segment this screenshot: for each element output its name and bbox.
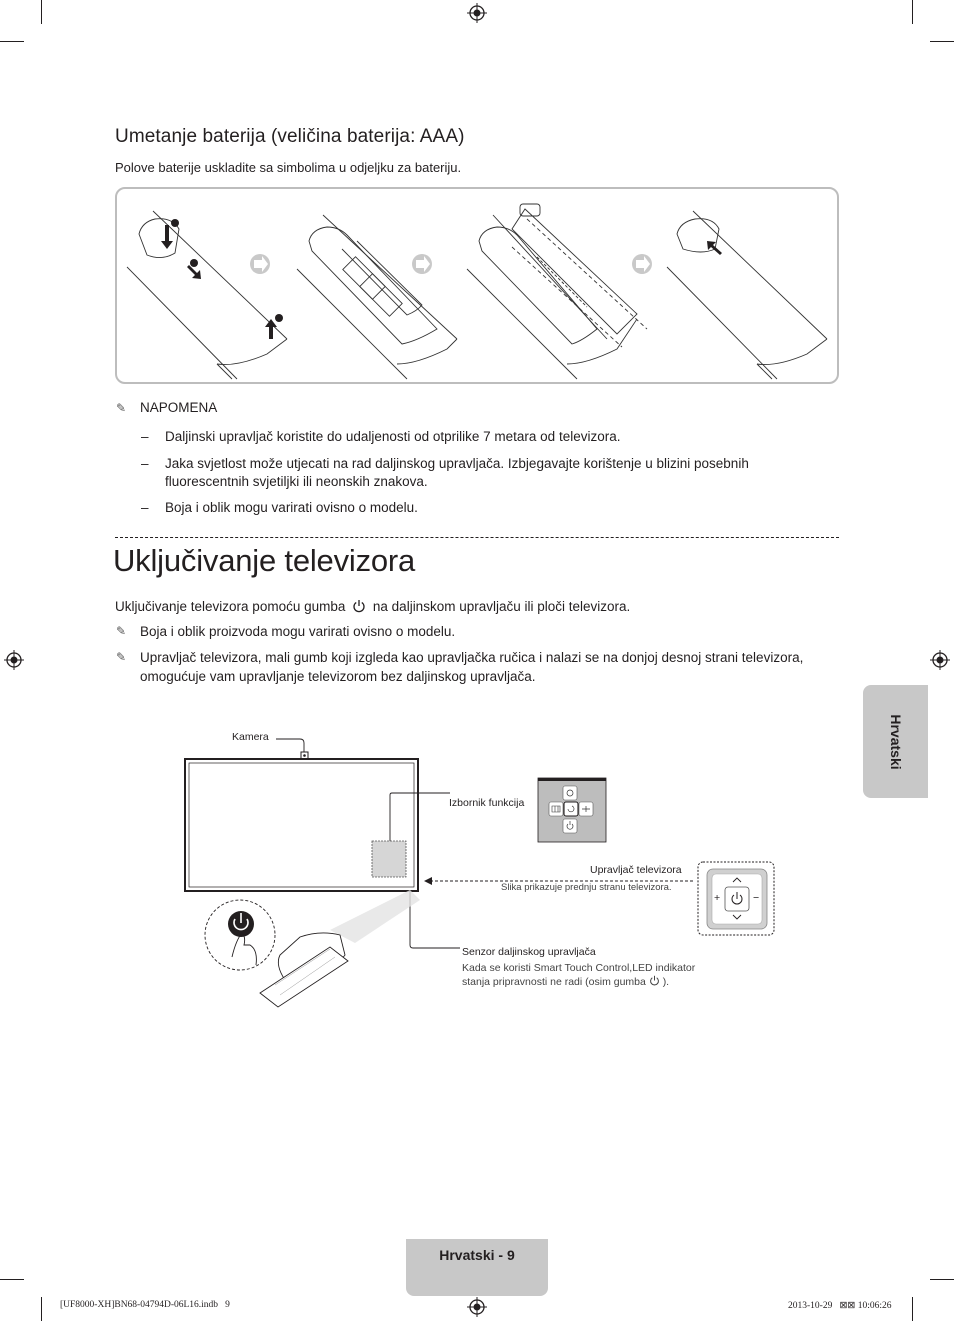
power-icon [649,975,660,986]
power-note-2: Upravljač televizora, mali gumb koji izgleda kao upravljačka ručica i nalazi se na donjoj desnoj strani televizora, [140,650,804,665]
registration-mark-icon [930,650,950,670]
registration-mark-icon [4,650,24,670]
crop-mark [930,41,954,42]
sensor-description-continued [462,975,669,989]
pencil-note-icon: ✎ [116,624,127,638]
remote-control-illustration [260,890,420,1007]
sensor-label: Senzor daljinskog upravljača [462,946,596,958]
registration-mark-icon [467,1297,487,1317]
pencil-note-icon: ✎ [116,401,127,415]
battery-illustration [115,187,839,384]
sensor-description: Kada se koristi Smart Touch Control,LED indikator [462,962,696,974]
controller-plus: + [714,892,721,904]
controller-minus: − [753,892,760,904]
controller-description: Slika prikazuje prednju stranu televizora. [501,882,672,893]
sensor-text-end: ). [662,976,670,988]
note-item: Jaka svjetlost može utjecati na rad daljinskog upravljača. Izbjegavajte korištenje u blizini posebnih [165,456,749,471]
power-intro-before: Uključivanje televizora pomoću gumba [115,599,346,614]
sensor-text: stanja pripravnosti ne radi (osim gumba [462,976,646,988]
note-dash: – [141,500,149,515]
note-item: Daljinski upravljač koristite do udaljenosti od otprilike 7 metara od televizora. [165,429,621,444]
power-intro [115,597,630,616]
crop-mark [912,1297,913,1321]
footer-file-info: [UF8000-XH]BN68-04794D-06L16.indb 9 [60,1300,230,1310]
crop-mark [0,41,24,42]
battery-intro: Polove baterije uskladite sa simbolima u odjeljku za bateriju. [115,160,462,175]
page-number: Hrvatski - 9 [439,1247,515,1263]
step-badge [171,219,179,227]
power-icon [352,599,366,613]
note-item: Boja i oblik mogu varirati ovisno o modelu. [165,500,418,515]
note-dash: – [141,429,149,444]
pencil-note-icon: ✎ [116,650,127,664]
crop-mark [41,1297,42,1321]
function-menu-area [372,841,406,877]
crop-mark [912,0,913,24]
note-dash: – [141,456,149,471]
step-badge [190,259,198,267]
page-number-tab [406,1239,548,1296]
section-heading-batteries: Umetanje baterija (veličina baterija: AAA) [115,126,465,147]
note-label: NAPOMENA [140,400,218,415]
crop-mark [41,0,42,24]
language-side-tab-label: Hrvatski [887,713,904,770]
crop-mark [0,1279,24,1280]
crop-mark [930,1279,954,1280]
registration-mark-icon [467,3,487,23]
camera-label: Kamera [232,731,269,743]
note-item-continued: fluorescentnih svjetiljki ili neonskih znakova. [165,474,428,489]
power-note-2-continued: omogućuje vam upravljanje televizorom bez daljinskog upravljača. [140,669,536,684]
power-note-1: Boja i oblik proizvoda mogu varirati ovisno o modelu. [140,624,456,639]
footer-timestamp: 2013-10-29 ⊠⊠ 10:06:26 [788,1301,892,1311]
controller-label: Upravljač televizora [590,864,682,876]
battery-steps-drawing [117,189,837,382]
function-menu-label: Izbornik funkcija [449,797,525,809]
section-divider [115,537,839,538]
power-intro-after: na daljinskom upravljaču ili ploči televizora. [372,599,631,614]
page-title: Uključivanje televizora [113,543,416,578]
step-badge [275,314,283,322]
language-side-tab [863,685,928,798]
